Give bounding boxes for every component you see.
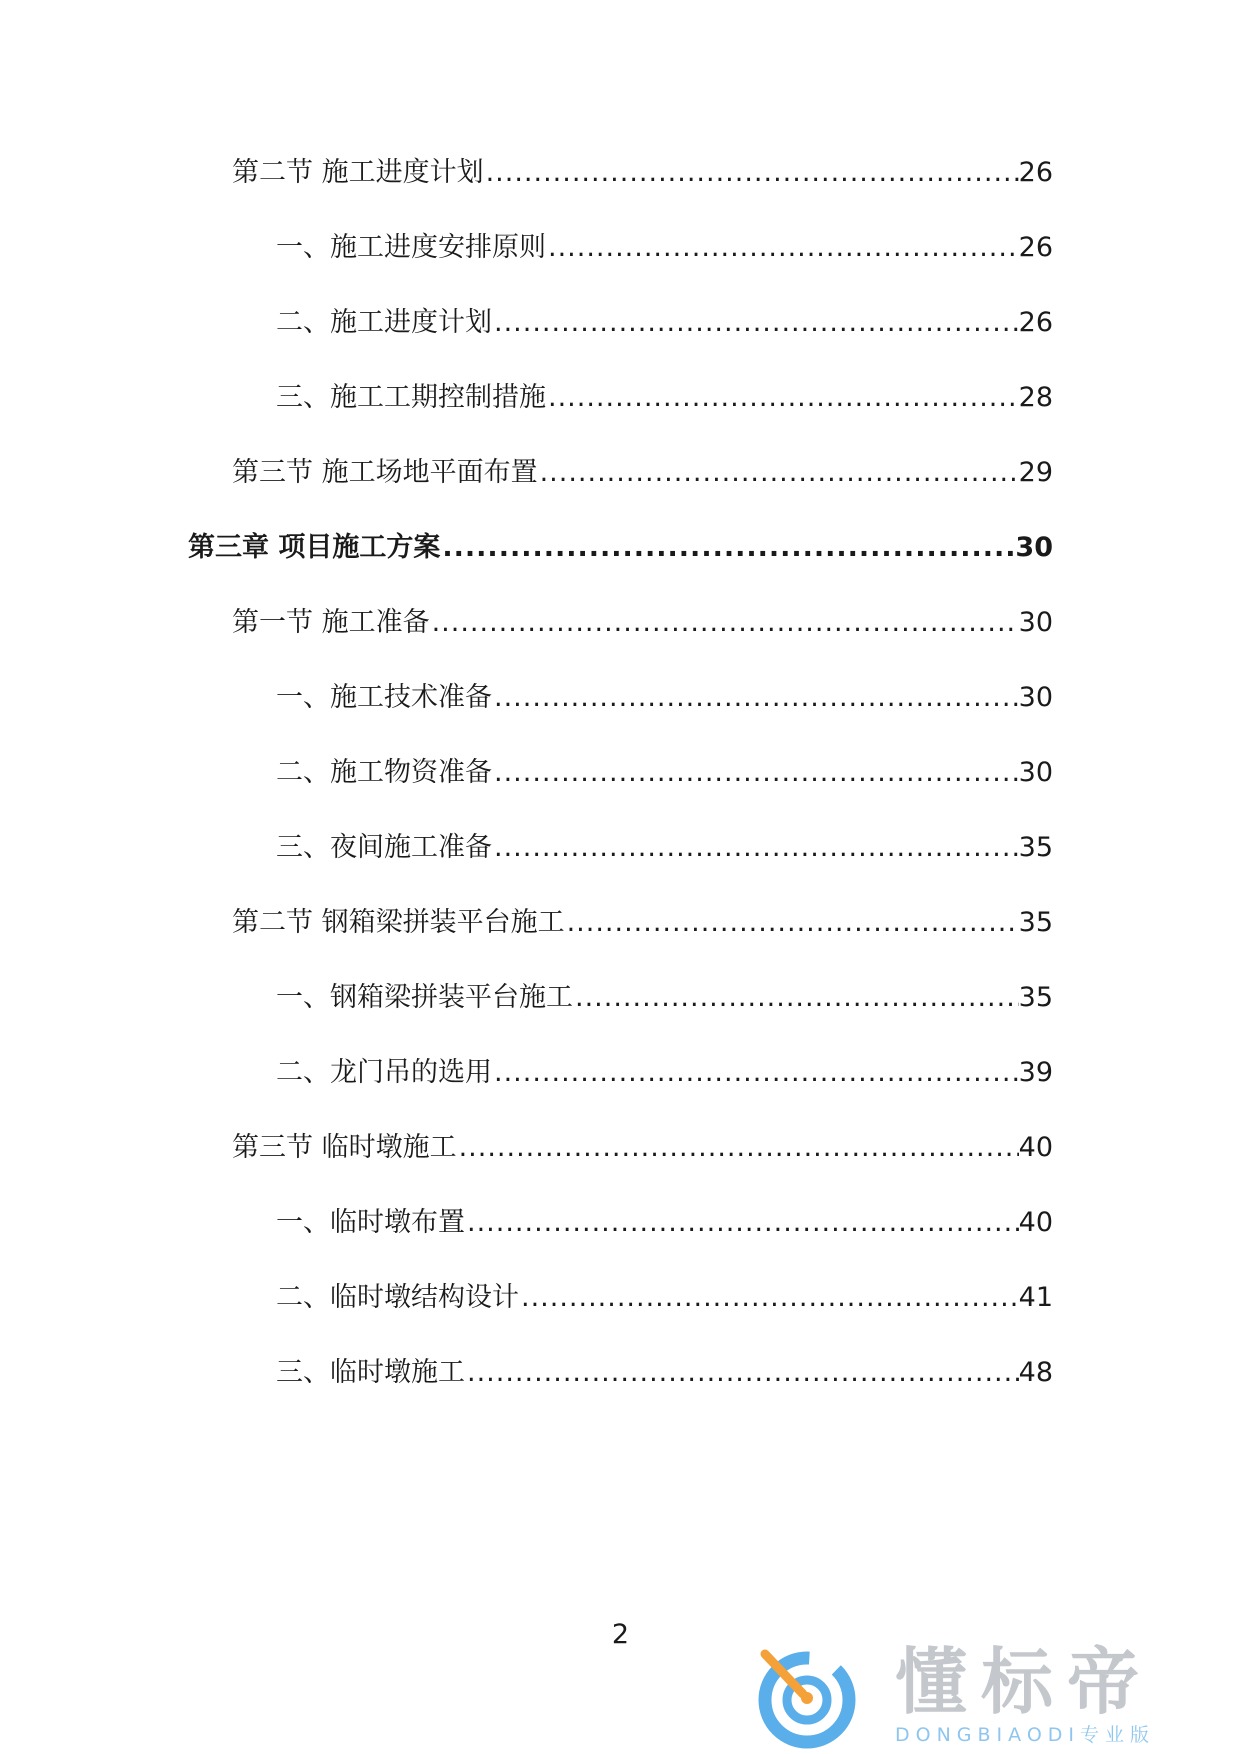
toc-entry-title: 第二节 钢箱梁拼装平台施工 — [232, 907, 565, 938]
toc-entry-title: 二、施工物资准备 — [276, 757, 492, 788]
toc-entry-page: 30 — [1018, 757, 1053, 788]
toc-entry-title: 二、龙门吊的选用 — [276, 1057, 492, 1088]
toc-dot-leader — [492, 681, 1019, 715]
toc-entry[interactable] — [276, 1356, 1053, 1390]
toc-entry-title: 一、钢箱梁拼装平台施工 — [276, 982, 573, 1013]
toc-entry-page: 30 — [1018, 682, 1053, 713]
toc-dot-leader — [538, 456, 1019, 490]
toc-dot-leader — [457, 1131, 1019, 1165]
toc-dot-leader — [565, 906, 1019, 940]
toc-entry-title: 第三节 临时墩施工 — [232, 1132, 457, 1163]
toc-dot-leader — [430, 606, 1019, 640]
toc-entry[interactable] — [188, 531, 1053, 565]
toc-dot-leader — [573, 981, 1019, 1015]
toc-entry-page: 35 — [1018, 982, 1053, 1013]
watermark-subtitle: DONGBIAODI专业版 — [895, 1724, 1156, 1746]
watermark-brand-name: 懂标帝 — [895, 1640, 1154, 1724]
toc-entry-title: 二、临时墩结构设计 — [276, 1282, 519, 1313]
toc-entry-page: 48 — [1018, 1357, 1053, 1388]
toc-entry-title: 第三章 项目施工方案 — [188, 532, 441, 563]
toc-entry[interactable] — [232, 456, 1053, 490]
toc-entry[interactable] — [232, 156, 1053, 190]
toc-dot-leader — [465, 1206, 1019, 1240]
toc-entry-title: 一、施工技术准备 — [276, 682, 492, 713]
toc-entry-page: 30 — [1018, 607, 1053, 638]
toc-dot-leader — [492, 756, 1019, 790]
toc-entry-page: 39 — [1018, 1057, 1053, 1088]
toc-entry[interactable] — [232, 1131, 1053, 1165]
toc-entry-page: 40 — [1018, 1207, 1053, 1238]
toc-entry[interactable] — [276, 1206, 1053, 1240]
toc-entry[interactable] — [276, 981, 1053, 1015]
toc-entry[interactable] — [276, 681, 1053, 715]
toc-entry[interactable] — [276, 306, 1053, 340]
toc-entry-page: 40 — [1018, 1132, 1053, 1163]
toc-entry[interactable] — [232, 906, 1053, 940]
watermark — [745, 1640, 1225, 1750]
toc-entry-title: 一、临时墩布置 — [276, 1207, 465, 1238]
toc-entry-page: 29 — [1018, 457, 1053, 488]
toc-entry-title: 三、夜间施工准备 — [276, 832, 492, 863]
toc-entry[interactable] — [276, 831, 1053, 865]
toc-entry[interactable] — [276, 231, 1053, 265]
toc-dot-leader — [492, 1056, 1019, 1090]
toc-entry-page: 41 — [1018, 1282, 1053, 1313]
toc-entry-page: 35 — [1018, 907, 1053, 938]
toc-entry-title: 三、施工工期控制措施 — [276, 382, 546, 413]
toc-entry-title: 二、施工进度计划 — [276, 307, 492, 338]
toc-entry-title: 一、施工进度安排原则 — [276, 232, 546, 263]
toc-dot-leader — [465, 1356, 1019, 1390]
toc-entry-page: 28 — [1018, 382, 1053, 413]
toc-entry-title: 三、临时墩施工 — [276, 1357, 465, 1388]
toc-entry[interactable] — [276, 381, 1053, 415]
toc-entry[interactable] — [276, 756, 1053, 790]
toc-entry[interactable] — [276, 1281, 1053, 1315]
toc-dot-leader — [546, 231, 1019, 265]
toc-dot-leader — [546, 381, 1019, 415]
toc-dot-leader — [492, 831, 1019, 865]
toc-entry[interactable] — [276, 1056, 1053, 1090]
toc-entry-page: 26 — [1018, 157, 1053, 188]
toc-dot-leader — [519, 1281, 1019, 1315]
toc-entry-page: 35 — [1018, 832, 1053, 863]
toc-dot-leader — [484, 156, 1019, 190]
toc-entry[interactable] — [232, 606, 1053, 640]
toc-entry-page: 26 — [1018, 307, 1053, 338]
toc-entry-title: 第三节 施工场地平面布置 — [232, 457, 538, 488]
page-number: 2 — [611, 1619, 630, 1650]
toc-entry-page: 26 — [1018, 232, 1053, 263]
toc-dot-leader — [492, 306, 1019, 340]
toc-dot-leader — [440, 531, 1015, 565]
toc-entry-title: 第一节 施工准备 — [232, 607, 430, 638]
toc-entry-title: 第二节 施工进度计划 — [232, 157, 484, 188]
toc-entry-page: 30 — [1015, 532, 1053, 563]
target-logo-icon — [745, 1640, 865, 1750]
